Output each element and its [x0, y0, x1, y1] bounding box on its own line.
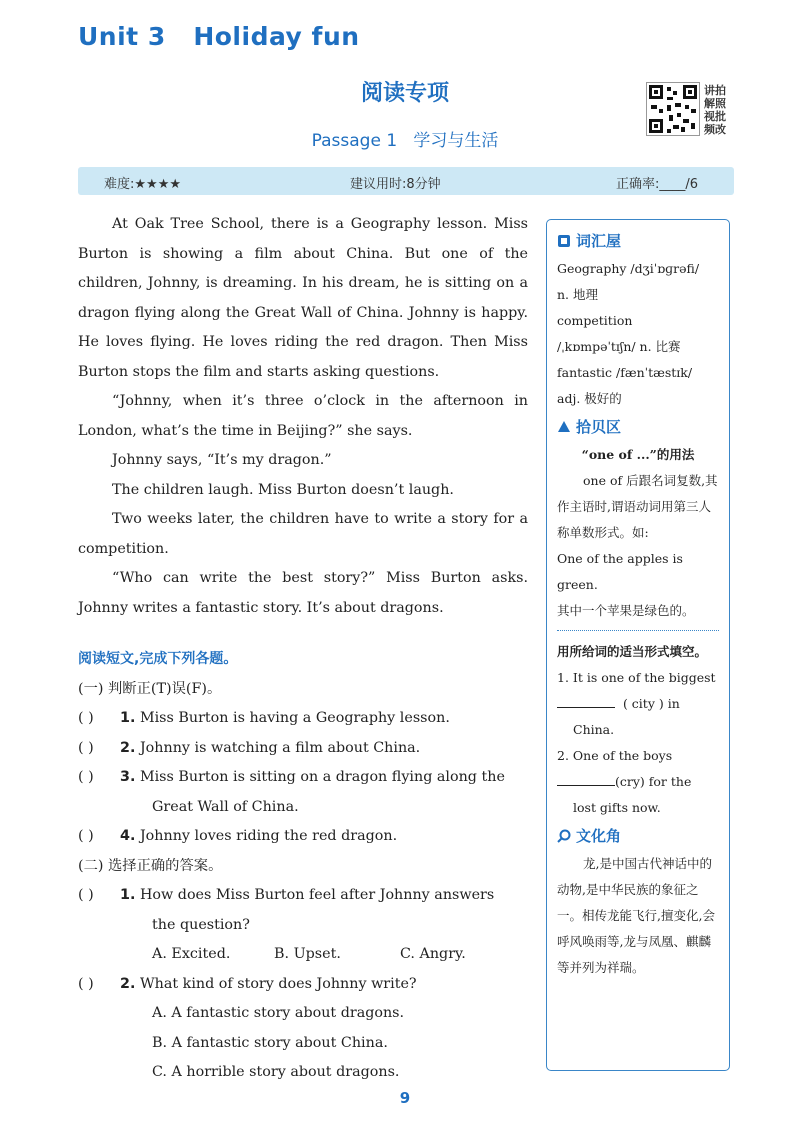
mc-question[interactable]: [78, 970, 533, 1000]
passage-paragraph: At Oak Tree School, there is a Geography lesson. Miss Burton is showing a film about China. But one of the children, Johnny, is dreaming. In his dream, he is sitting on a dragon flying along the Great Wall of China. Johnny is happy. He loves flying. He loves riding the red dragon. Then Miss Burton stops the film and starts asking questions.: [78, 216, 528, 380]
tips-example-en: One of the apples is green.: [557, 551, 683, 592]
question-text: Miss Burton is having a Geography lesson.: [139, 710, 450, 726]
exercise-line: ( city ) in: [622, 696, 680, 711]
option-b[interactable]: B. Upset.: [274, 946, 341, 962]
vocab-title: 词汇屋: [576, 232, 622, 250]
tf-question[interactable]: [78, 734, 533, 764]
accuracy: 正确率:____/6: [616, 177, 699, 192]
magnifier-icon: [557, 829, 571, 843]
answer-blank[interactable]: ( ): [78, 710, 94, 726]
question-number: 4.: [120, 828, 136, 844]
part1-title: (一) 判断正(T)误(F)。: [78, 680, 222, 697]
suggested-time: 建议用时:8分钟: [350, 177, 441, 192]
option-b[interactable]: B. A fantastic story about China.: [152, 1034, 388, 1051]
answer-blank[interactable]: ( ): [78, 769, 94, 785]
tf-question[interactable]: [78, 822, 533, 852]
passage-paragraph: Two weeks later, the children have to write a story for a competition.: [78, 511, 528, 557]
exercise-title: 用所给词的适当形式填空。: [557, 644, 708, 659]
reading-passage: [78, 210, 528, 623]
question-text: What kind of story does Johnny write?: [139, 975, 417, 992]
tips-heading: “one of ...”的用法: [581, 447, 695, 462]
question-number: 3.: [120, 769, 136, 785]
tf-question[interactable]: [78, 763, 533, 793]
answer-blank[interactable]: ( ): [78, 975, 94, 992]
fill-blank-2[interactable]: [557, 771, 615, 786]
section-title: 阅读专项: [360, 81, 449, 106]
info-bar: [78, 167, 734, 195]
divider: [557, 630, 719, 631]
exercise-line: (cry) for the: [615, 774, 692, 789]
page-number: 9: [399, 1089, 411, 1107]
culture-text: 龙,是中国古代神话中的动物,是中华民族的象征之一。相传龙能飞行,擅变化,会呼风唤雨等,龙与凤凰、麒麟等并列为祥瑞。: [557, 856, 715, 975]
qr-label: 讲拍解照视批频改: [704, 84, 726, 136]
passage-paragraph: Johnny says, “It’s my dragon.”: [112, 452, 332, 468]
vocab-header: [557, 226, 719, 256]
tips-body: one of 后跟名词复数,其作主语时,谓语动词用第三人称单数形式。如:: [557, 473, 718, 540]
part2-title: (二) 选择正确的答案。: [78, 857, 223, 874]
vocab-line: adj. 极好的: [557, 391, 622, 406]
option-c[interactable]: C. A horrible story about dragons.: [152, 1064, 400, 1080]
unit-title: Unit 3 Holiday fun: [78, 22, 360, 51]
question-text: How does Miss Burton feel after Johnny answers: [139, 887, 495, 903]
culture-header: [557, 821, 719, 851]
culture-title: 文化角: [576, 827, 622, 845]
question-text-cont: Great Wall of China.: [152, 798, 299, 815]
question-number: 2.: [120, 975, 136, 992]
exercise-line: 2. One of the boys: [557, 748, 673, 763]
mc-question[interactable]: [78, 881, 533, 911]
vocab-line: fantastic /fænˈtæstɪk/: [557, 365, 693, 380]
tf-question[interactable]: [78, 704, 533, 734]
passage-title: Passage 1 学习与生活: [311, 131, 499, 151]
answer-blank[interactable]: ( ): [78, 887, 94, 903]
question-number: 2.: [120, 739, 136, 756]
questions: [78, 645, 533, 1088]
passage-paragraph: “Who can write the best story?” Miss Burton asks. Johnny writes a fantastic story. It’s about dragons.: [78, 570, 528, 616]
question-text: Johnny loves riding the red dragon.: [139, 828, 398, 844]
exercise-line: 1. It is one of the biggest: [557, 670, 716, 685]
exercise-line: lost gifts now.: [573, 800, 661, 815]
answer-blank[interactable]: ( ): [78, 739, 94, 756]
fill-blank-1[interactable]: [557, 693, 615, 708]
question-number: 1.: [120, 887, 136, 903]
option-a[interactable]: A. Excited.: [152, 946, 231, 962]
answer-blank[interactable]: ( ): [78, 828, 94, 844]
passage-paragraph: The children laugh. Miss Burton doesn’t laugh.: [112, 481, 454, 498]
book-icon: [557, 234, 571, 248]
option-a[interactable]: A. A fantastic story about dragons.: [152, 1005, 405, 1021]
sidebar: [546, 219, 730, 1071]
qr-code-icon[interactable]: [646, 82, 700, 136]
vocab-line: competition: [557, 313, 633, 328]
vocab-line: /ˌkɒmpəˈtɪʃn/ n. 比赛: [557, 339, 681, 354]
tips-title: 拾贝区: [576, 418, 622, 436]
tips-example-cn: 其中一个苹果是绿色的。: [557, 603, 695, 618]
question-number: 1.: [120, 710, 136, 726]
tips-header: [557, 412, 719, 442]
vocab-line: n. 地理: [557, 287, 598, 302]
exercise-line: China.: [573, 722, 615, 737]
question-instruction: 阅读短文,完成下列各题。: [78, 651, 238, 667]
option-c[interactable]: C. Angry.: [400, 946, 466, 962]
question-text: Miss Burton is sitting on a dragon flying along the: [139, 769, 505, 785]
passage-paragraph: “Johnny, when it’s three o’clock in the afternoon in London, what’s the time in Beijing?” she says.: [78, 393, 528, 439]
question-text: Johnny is watching a film about China.: [139, 739, 421, 756]
difficulty: 难度:★★★★: [104, 177, 181, 192]
shell-icon: [557, 420, 571, 434]
question-text-cont: the question?: [152, 916, 250, 933]
vocab-line: Geography /dʒiˈɒɡrəfi/: [557, 261, 700, 276]
